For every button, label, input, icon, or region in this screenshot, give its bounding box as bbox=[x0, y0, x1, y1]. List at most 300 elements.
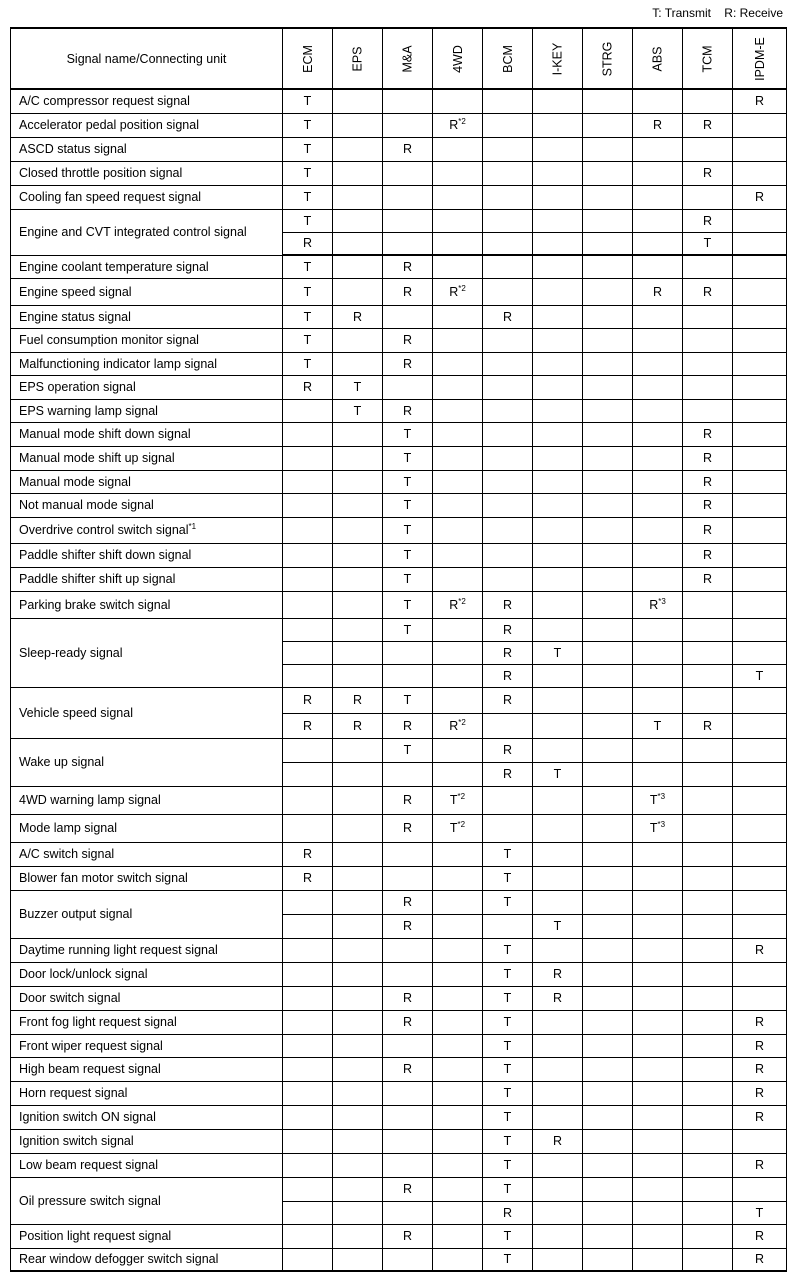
signal-name: Blower fan motor switch signal bbox=[11, 866, 283, 890]
cell-strg bbox=[583, 517, 633, 543]
cell-tcm bbox=[683, 1129, 733, 1153]
cell-abs bbox=[633, 89, 683, 113]
signal-name: Sleep-ready signal bbox=[11, 618, 283, 687]
signal-name: EPS operation signal bbox=[11, 375, 283, 399]
cell-strg bbox=[583, 1105, 633, 1129]
cell-4wd bbox=[433, 914, 483, 938]
cell-eps bbox=[333, 842, 383, 866]
cell-tcm bbox=[683, 1153, 733, 1177]
cell-tcm bbox=[683, 1105, 733, 1129]
cell-i-key bbox=[533, 591, 583, 618]
cell-eps bbox=[333, 1105, 383, 1129]
cell-abs bbox=[633, 399, 683, 422]
cell-bcm bbox=[483, 113, 533, 137]
cell-tcm: R bbox=[683, 517, 733, 543]
cell-ecm: T bbox=[283, 185, 333, 209]
table-row bbox=[11, 328, 787, 352]
cell-tcm bbox=[683, 962, 733, 986]
cell-abs bbox=[633, 914, 683, 938]
cell-i-key bbox=[533, 890, 583, 914]
cell-4wd bbox=[433, 1224, 483, 1248]
cell-ipdm-e bbox=[733, 567, 787, 591]
cell-i-key bbox=[533, 814, 583, 842]
cell-4wd bbox=[433, 1129, 483, 1153]
cell-tcm bbox=[683, 137, 733, 161]
signal-column-header: Signal name/Connecting unit bbox=[11, 28, 283, 89]
cell-bcm bbox=[483, 89, 533, 113]
cell-ecm bbox=[283, 1177, 333, 1201]
cell-bcm bbox=[483, 375, 533, 399]
cell-i-key bbox=[533, 375, 583, 399]
cell-bcm: T bbox=[483, 1010, 533, 1034]
signal-name: Rear window defogger switch signal bbox=[11, 1248, 283, 1271]
cell-abs bbox=[633, 618, 683, 641]
cell-tcm bbox=[683, 1177, 733, 1201]
cell-bcm bbox=[483, 185, 533, 209]
cell-eps bbox=[333, 641, 383, 664]
cell-abs bbox=[633, 762, 683, 786]
cell-eps bbox=[333, 1034, 383, 1057]
cell-4wd bbox=[433, 890, 483, 914]
cell-i-key bbox=[533, 305, 583, 328]
cell-tcm bbox=[683, 1248, 733, 1271]
cell-ecm bbox=[283, 938, 333, 962]
cell-strg bbox=[583, 618, 633, 641]
cell-abs bbox=[633, 517, 683, 543]
cell-ipdm-e bbox=[733, 914, 787, 938]
cell-i-key bbox=[533, 161, 583, 185]
cell-strg bbox=[583, 137, 633, 161]
cell-eps bbox=[333, 1248, 383, 1271]
cell-strg bbox=[583, 664, 633, 687]
cell-4wd bbox=[433, 305, 483, 328]
cell-strg bbox=[583, 543, 633, 567]
cell-m-a: R bbox=[383, 328, 433, 352]
signal-name: Fuel consumption monitor signal bbox=[11, 328, 283, 352]
cell-ipdm-e: T bbox=[733, 1201, 787, 1224]
cell-bcm: T bbox=[483, 842, 533, 866]
cell-ipdm-e bbox=[733, 161, 787, 185]
cell-m-a: R bbox=[383, 713, 433, 738]
cell-abs bbox=[633, 1081, 683, 1105]
cell-strg bbox=[583, 866, 633, 890]
cell-eps bbox=[333, 1010, 383, 1034]
cell-abs bbox=[633, 422, 683, 446]
unit-header: I-KEY bbox=[533, 28, 583, 89]
cell-ecm: R bbox=[283, 842, 333, 866]
cell-strg bbox=[583, 687, 633, 713]
cell-4wd bbox=[433, 1153, 483, 1177]
cell-i-key bbox=[533, 1248, 583, 1271]
cell-i-key bbox=[533, 493, 583, 517]
cell-4wd bbox=[433, 1105, 483, 1129]
cell-ecm: T bbox=[283, 209, 333, 232]
cell-i-key: T bbox=[533, 914, 583, 938]
cell-abs bbox=[633, 1129, 683, 1153]
cell-ipdm-e bbox=[733, 962, 787, 986]
cell-bcm bbox=[483, 470, 533, 493]
cell-abs bbox=[633, 209, 683, 232]
cell-abs bbox=[633, 1034, 683, 1057]
cell-m-a bbox=[383, 762, 433, 786]
cell-abs bbox=[633, 842, 683, 866]
cell-ecm bbox=[283, 567, 333, 591]
cell-strg bbox=[583, 1034, 633, 1057]
cell-ipdm-e bbox=[733, 543, 787, 567]
cell-4wd bbox=[433, 738, 483, 762]
cell-ecm: R bbox=[283, 232, 333, 255]
cell-4wd: $T^{*2}$ bbox=[433, 786, 483, 814]
cell-ecm: T bbox=[283, 352, 333, 375]
cell-abs bbox=[633, 232, 683, 255]
cell-m-a: T bbox=[383, 470, 433, 493]
cell-strg bbox=[583, 493, 633, 517]
cell-i-key: R bbox=[533, 1129, 583, 1153]
cell-ecm bbox=[283, 814, 333, 842]
cell-abs: $T^{*3}$ bbox=[633, 814, 683, 842]
cell-ipdm-e bbox=[733, 209, 787, 232]
cell-abs bbox=[633, 1224, 683, 1248]
cell-i-key bbox=[533, 618, 583, 641]
cell-m-a: T bbox=[383, 446, 433, 470]
cell-abs bbox=[633, 1153, 683, 1177]
cell-bcm: R bbox=[483, 762, 533, 786]
cell-strg bbox=[583, 113, 633, 137]
cell-bcm bbox=[483, 786, 533, 814]
table-row bbox=[11, 938, 787, 962]
cell-4wd bbox=[433, 185, 483, 209]
cell-ecm bbox=[283, 1034, 333, 1057]
table-row bbox=[11, 255, 787, 278]
cell-i-key bbox=[533, 1153, 583, 1177]
cell-4wd bbox=[433, 567, 483, 591]
cell-4wd: $T^{*2}$ bbox=[433, 814, 483, 842]
cell-ecm bbox=[283, 1153, 333, 1177]
cell-ipdm-e bbox=[733, 517, 787, 543]
cell-ipdm-e bbox=[733, 1177, 787, 1201]
cell-ipdm-e bbox=[733, 1129, 787, 1153]
cell-ecm bbox=[283, 664, 333, 687]
cell-i-key bbox=[533, 842, 583, 866]
cell-tcm bbox=[683, 1224, 733, 1248]
cell-m-a bbox=[383, 375, 433, 399]
cell-ecm bbox=[283, 914, 333, 938]
cell-m-a bbox=[383, 185, 433, 209]
cell-4wd bbox=[433, 641, 483, 664]
cell-4wd bbox=[433, 89, 483, 113]
cell-ecm: R bbox=[283, 687, 333, 713]
cell-m-a: R bbox=[383, 890, 433, 914]
cell-ecm bbox=[283, 591, 333, 618]
cell-abs bbox=[633, 890, 683, 914]
cell-eps: R bbox=[333, 305, 383, 328]
unit-header: EPS bbox=[333, 28, 383, 89]
cell-abs bbox=[633, 738, 683, 762]
cell-4wd bbox=[433, 399, 483, 422]
cell-abs bbox=[633, 866, 683, 890]
cell-4wd bbox=[433, 375, 483, 399]
cell-ipdm-e: R bbox=[733, 185, 787, 209]
signal-name: Manual mode shift up signal bbox=[11, 446, 283, 470]
cell-abs bbox=[633, 664, 683, 687]
signal-name: ASCD status signal bbox=[11, 137, 283, 161]
cell-eps bbox=[333, 664, 383, 687]
cell-bcm: T bbox=[483, 1224, 533, 1248]
cell-eps bbox=[333, 618, 383, 641]
cell-abs: T bbox=[633, 713, 683, 738]
cell-4wd bbox=[433, 232, 483, 255]
cell-i-key bbox=[533, 399, 583, 422]
cell-bcm bbox=[483, 814, 533, 842]
cell-ipdm-e bbox=[733, 352, 787, 375]
cell-m-a: T bbox=[383, 567, 433, 591]
cell-strg bbox=[583, 1248, 633, 1271]
cell-m-a: R bbox=[383, 255, 433, 278]
cell-4wd bbox=[433, 938, 483, 962]
cell-m-a: T bbox=[383, 687, 433, 713]
cell-ecm: R bbox=[283, 375, 333, 399]
cell-ecm bbox=[283, 1057, 333, 1081]
cell-bcm bbox=[483, 543, 533, 567]
cell-tcm bbox=[683, 618, 733, 641]
cell-bcm: T bbox=[483, 1248, 533, 1271]
cell-4wd bbox=[433, 1057, 483, 1081]
cell-strg bbox=[583, 89, 633, 113]
cell-m-a: T bbox=[383, 422, 433, 446]
cell-4wd bbox=[433, 137, 483, 161]
cell-4wd bbox=[433, 352, 483, 375]
table-row bbox=[11, 814, 787, 842]
cell-ipdm-e: R bbox=[733, 1057, 787, 1081]
cell-abs bbox=[633, 493, 683, 517]
cell-bcm: R bbox=[483, 618, 533, 641]
signal-name: Wake up signal bbox=[11, 738, 283, 786]
cell-abs: R bbox=[633, 113, 683, 137]
cell-eps bbox=[333, 914, 383, 938]
signal-name: Manual mode signal bbox=[11, 470, 283, 493]
cell-ipdm-e bbox=[733, 493, 787, 517]
cell-bcm bbox=[483, 422, 533, 446]
cell-tcm bbox=[683, 305, 733, 328]
cell-eps bbox=[333, 209, 383, 232]
cell-ipdm-e bbox=[733, 814, 787, 842]
cell-ipdm-e bbox=[733, 866, 787, 890]
cell-i-key bbox=[533, 446, 583, 470]
cell-m-a: R bbox=[383, 1224, 433, 1248]
cell-ipdm-e: R bbox=[733, 938, 787, 962]
cell-strg bbox=[583, 399, 633, 422]
signal-name: Not manual mode signal bbox=[11, 493, 283, 517]
table-row bbox=[11, 687, 787, 713]
cell-abs bbox=[633, 185, 683, 209]
cell-ecm: R bbox=[283, 713, 333, 738]
cell-tcm bbox=[683, 1081, 733, 1105]
signal-name: Paddle shifter shift down signal bbox=[11, 543, 283, 567]
cell-abs bbox=[633, 641, 683, 664]
cell-abs bbox=[633, 1105, 683, 1129]
cell-i-key bbox=[533, 89, 583, 113]
table-row bbox=[11, 470, 787, 493]
table-row bbox=[11, 137, 787, 161]
signal-name: Buzzer output signal bbox=[11, 890, 283, 938]
cell-eps bbox=[333, 738, 383, 762]
cell-m-a bbox=[383, 1153, 433, 1177]
cell-4wd bbox=[433, 161, 483, 185]
cell-ecm: T bbox=[283, 113, 333, 137]
cell-strg bbox=[583, 713, 633, 738]
signal-name: Engine and CVT integrated control signal bbox=[11, 209, 283, 255]
cell-ipdm-e bbox=[733, 618, 787, 641]
cell-4wd bbox=[433, 422, 483, 446]
cell-abs bbox=[633, 305, 683, 328]
cell-m-a bbox=[383, 1129, 433, 1153]
cell-tcm bbox=[683, 842, 733, 866]
cell-abs bbox=[633, 1177, 683, 1201]
signal-name: Paddle shifter shift up signal bbox=[11, 567, 283, 591]
signal-name: Horn request signal bbox=[11, 1081, 283, 1105]
cell-tcm bbox=[683, 1057, 733, 1081]
cell-abs bbox=[633, 137, 683, 161]
cell-m-a: R bbox=[383, 986, 433, 1010]
cell-4wd bbox=[433, 209, 483, 232]
signal-name: Oil pressure switch signal bbox=[11, 1177, 283, 1224]
cell-4wd bbox=[433, 1010, 483, 1034]
cell-tcm bbox=[683, 328, 733, 352]
cell-tcm: R bbox=[683, 278, 733, 305]
cell-i-key bbox=[533, 866, 583, 890]
cell-eps bbox=[333, 1153, 383, 1177]
cell-eps: T bbox=[333, 375, 383, 399]
table-row bbox=[11, 1129, 787, 1153]
cell-eps bbox=[333, 89, 383, 113]
cell-m-a: R bbox=[383, 399, 433, 422]
cell-bcm: T bbox=[483, 890, 533, 914]
cell-strg bbox=[583, 328, 633, 352]
cell-m-a: T bbox=[383, 517, 433, 543]
cell-strg bbox=[583, 255, 633, 278]
cell-tcm bbox=[683, 986, 733, 1010]
cell-i-key bbox=[533, 255, 583, 278]
cell-eps bbox=[333, 962, 383, 986]
cell-4wd bbox=[433, 543, 483, 567]
cell-4wd bbox=[433, 618, 483, 641]
cell-strg bbox=[583, 352, 633, 375]
table-row bbox=[11, 422, 787, 446]
cell-i-key bbox=[533, 422, 583, 446]
table-row bbox=[11, 161, 787, 185]
cell-ecm: T bbox=[283, 255, 333, 278]
table-row bbox=[11, 185, 787, 209]
cell-ecm bbox=[283, 641, 333, 664]
cell-bcm: R bbox=[483, 664, 533, 687]
signal-name: Engine coolant temperature signal bbox=[11, 255, 283, 278]
cell-ipdm-e bbox=[733, 305, 787, 328]
cell-strg bbox=[583, 305, 633, 328]
cell-eps bbox=[333, 161, 383, 185]
cell-ipdm-e: R bbox=[733, 1034, 787, 1057]
cell-tcm bbox=[683, 938, 733, 962]
table-row bbox=[11, 305, 787, 328]
cell-bcm bbox=[483, 713, 533, 738]
cell-m-a bbox=[383, 1201, 433, 1224]
cell-m-a: T bbox=[383, 738, 433, 762]
cell-ecm bbox=[283, 762, 333, 786]
cell-strg bbox=[583, 914, 633, 938]
cell-4wd: $R^{*2}$ bbox=[433, 591, 483, 618]
table-row bbox=[11, 375, 787, 399]
cell-m-a bbox=[383, 962, 433, 986]
cell-ipdm-e bbox=[733, 470, 787, 493]
cell-i-key bbox=[533, 543, 583, 567]
cell-4wd bbox=[433, 1034, 483, 1057]
cell-bcm bbox=[483, 232, 533, 255]
table-row bbox=[11, 543, 787, 567]
unit-header: 4WD bbox=[433, 28, 483, 89]
cell-abs: $T^{*3}$ bbox=[633, 786, 683, 814]
cell-4wd bbox=[433, 470, 483, 493]
cell-ecm bbox=[283, 786, 333, 814]
cell-strg bbox=[583, 567, 633, 591]
cell-bcm bbox=[483, 161, 533, 185]
cell-abs bbox=[633, 938, 683, 962]
cell-eps bbox=[333, 470, 383, 493]
unit-header: ECM bbox=[283, 28, 333, 89]
table-row bbox=[11, 890, 787, 914]
cell-strg bbox=[583, 470, 633, 493]
cell-m-a: R bbox=[383, 914, 433, 938]
cell-tcm bbox=[683, 399, 733, 422]
cell-m-a: R bbox=[383, 1057, 433, 1081]
cell-ecm bbox=[283, 962, 333, 986]
cell-m-a: R bbox=[383, 278, 433, 305]
cell-m-a: R bbox=[383, 786, 433, 814]
cell-ecm: T bbox=[283, 305, 333, 328]
cell-eps bbox=[333, 1177, 383, 1201]
signal-name: A/C compressor request signal bbox=[11, 89, 283, 113]
cell-bcm bbox=[483, 446, 533, 470]
unit-header: ABS bbox=[633, 28, 683, 89]
cell-bcm bbox=[483, 517, 533, 543]
cell-m-a bbox=[383, 1034, 433, 1057]
cell-4wd: $R^{*2}$ bbox=[433, 713, 483, 738]
cell-bcm bbox=[483, 137, 533, 161]
table-row bbox=[11, 1057, 787, 1081]
cell-m-a bbox=[383, 641, 433, 664]
cell-4wd bbox=[433, 866, 483, 890]
cell-abs bbox=[633, 328, 683, 352]
cell-tcm: R bbox=[683, 493, 733, 517]
cell-ipdm-e: R bbox=[733, 1248, 787, 1271]
cell-ecm: T bbox=[283, 278, 333, 305]
cell-strg bbox=[583, 232, 633, 255]
signal-name: Engine status signal bbox=[11, 305, 283, 328]
table-row bbox=[11, 1224, 787, 1248]
cell-ipdm-e bbox=[733, 278, 787, 305]
cell-abs bbox=[633, 1248, 683, 1271]
cell-4wd: $R^{*2}$ bbox=[433, 278, 483, 305]
cell-abs bbox=[633, 1010, 683, 1034]
signal-name: Ignition switch ON signal bbox=[11, 1105, 283, 1129]
table-row bbox=[11, 842, 787, 866]
cell-i-key bbox=[533, 1177, 583, 1201]
cell-tcm bbox=[683, 255, 733, 278]
cell-strg bbox=[583, 1153, 633, 1177]
table-row bbox=[11, 278, 787, 305]
cell-ipdm-e bbox=[733, 328, 787, 352]
cell-eps bbox=[333, 814, 383, 842]
cell-m-a: R bbox=[383, 1177, 433, 1201]
cell-ipdm-e bbox=[733, 591, 787, 618]
